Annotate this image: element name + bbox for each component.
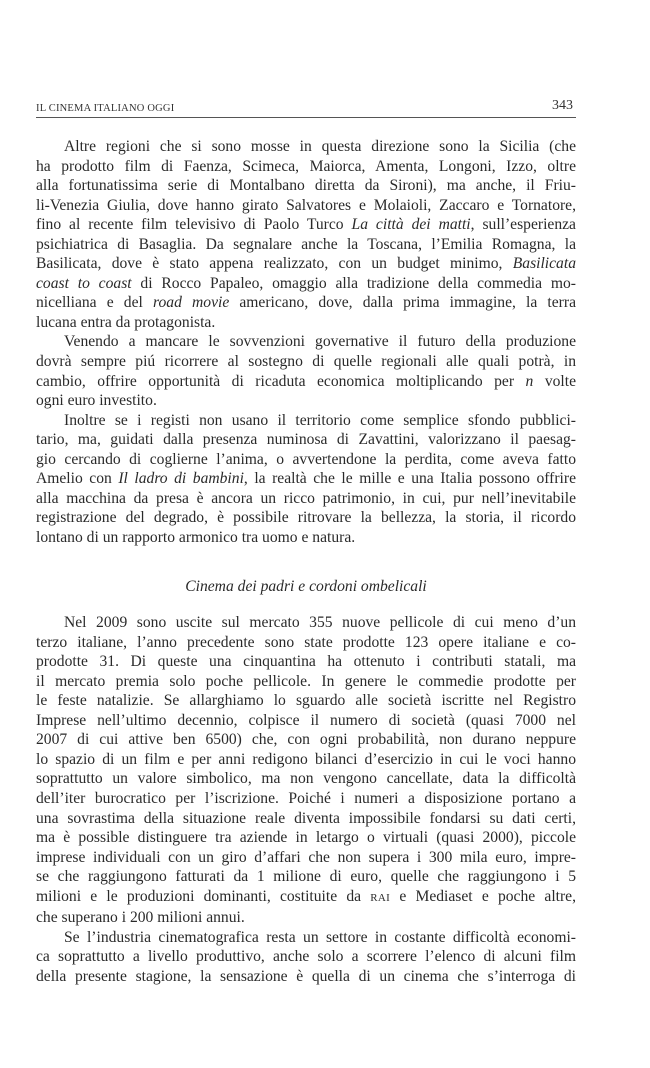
- text-line: una sovrastima della situazione reale diventa impossibile fondarsi su dati certi,: [36, 809, 576, 827]
- body-text: [36, 137, 576, 986]
- section-heading: Cinema dei padri e cordoni ombelicali: [185, 578, 427, 596]
- paragraph: [36, 928, 576, 987]
- text-line: lo spazio di un film e per anni redigono bilanci d’esercizio in cui le voci hanno: [36, 750, 576, 768]
- text-line: dell’iter burocratico per l’iscrizione. Poiché i numeri a disposizione portano a: [36, 789, 576, 807]
- running-head: [36, 98, 576, 118]
- text-line: dovrà sempre piú ricorrere al sostegno di quelle regionali alle quali potrà, in: [36, 353, 576, 371]
- text-line: ma è possible distinguere tra aziende in letargo o virtuali (quasi 2000), piccole: [36, 829, 576, 847]
- text-line: tario, ma, guidati dalla presenza numinosa di Zavattini, valorizzano il paesag-: [36, 431, 576, 449]
- text-line: fino al recente film televisivo di Paolo Turco La città dei matti, sull’esperienza: [36, 216, 576, 234]
- book-page: [36, 98, 576, 986]
- text-line: il mercato premia solo poche pellicole. In genere le commedie prodotte per: [36, 672, 576, 690]
- text-line: 2007 di cui attive ben 6500) che, con ogni probabilità, non durano neppure: [36, 731, 576, 749]
- section-regional-funding: [36, 137, 576, 547]
- text-line: milioni e le produzioni dominanti, costituite da RAI e Mediaset e poche altre,: [36, 887, 576, 905]
- italic-title: Il ladro di bambini: [118, 470, 244, 488]
- text-line: Amelio con Il ladro di bambini, la realtà che le mille e una Italia possono offrire: [36, 470, 576, 488]
- paragraph: [36, 332, 576, 410]
- italic-title: n: [525, 372, 534, 390]
- text-line: registrazione del degrado, è possibile ritrovare la bellezza, la storia, il ricordo: [36, 509, 576, 527]
- text-line: li-Venezia Giulia, dove hanno girato Salvatores e Molaioli, Zaccaro e Tornatore,: [36, 196, 576, 214]
- text-line: terzo italiane, l’anno precedente sono state prodotte 123 opere italiane e co-: [36, 633, 576, 651]
- italic-title: coast to coast: [36, 274, 132, 292]
- text-line: imprese individuali con un giro d’affari che non supera i 300 mila euro, impre-: [36, 848, 576, 866]
- text-line: Nel 2009 sono uscite sul mercato 355 nuove pellicole di cui meno d’un: [64, 614, 576, 632]
- italic-title: road movie: [153, 294, 230, 312]
- text-line: ca soprattutto a livello produttivo, anche solo a scorrere l’elenco di alcuni film: [36, 948, 576, 966]
- text-line: cambio, offrire opportunità di ricaduta economica moltiplicando per n volte: [36, 372, 576, 390]
- text-line: se che raggiungono fatturati da 1 milione di euro, quelle che raggiungono i 5: [36, 868, 576, 886]
- page-number: 343: [552, 98, 573, 113]
- text-line: che superano i 200 milioni annui.: [36, 909, 245, 927]
- text-line: Imprese nell’ultimo decennio, colpisce il numero di società (quasi 7000 nel: [36, 711, 576, 729]
- text-line: Altre regioni che si sono mosse in questa direzione sono la Sicilia (che: [64, 138, 576, 155]
- paragraph: [36, 613, 576, 928]
- text-line: alla fortunatissima serie di Montalbano diretta da Sironi), ma anche, il Friu-: [36, 177, 576, 195]
- text-line: lontano di un rapporto armonico tra uomo e natura.: [36, 528, 356, 546]
- text-line: della presente stagione, la sensazione è quella di un cinema che s’interroga di: [36, 967, 576, 985]
- text-line: gio cercando di coglierne l’anima, o avvertendone la perdita, come aveva fatto: [36, 450, 576, 468]
- text-line: coast to coast di Rocco Papaleo, omaggio alla tradizione della commedia mo-: [36, 274, 577, 292]
- paragraph: [36, 137, 576, 332]
- italic-title: Basilicata: [512, 255, 576, 273]
- text-line: ogni euro investito.: [36, 392, 157, 410]
- text-line: nicelliana e del road movie americano, dove, dalla prima immagine, la terra: [36, 294, 576, 312]
- text-line: alla macchina da presa è ancora un ricco patrimonio, in cui, pur nell’inevitabile: [36, 489, 576, 507]
- small-caps: RAI: [370, 891, 391, 904]
- text-line: ha prodotto film di Faenza, Scimeca, Maiorca, Amenta, Longoni, Izzo, oltre: [36, 157, 576, 175]
- running-title: IL CINEMA ITALIANO OGGI: [36, 103, 175, 114]
- text-line: Venendo a mancare le sovvenzioni governative il futuro della produzione: [64, 333, 576, 351]
- text-line: soprattutto un valore simbolico, ma non vengono cancellate, data la difficoltà: [36, 770, 576, 788]
- text-line: le feste natalizie. Se allarghiamo lo sguardo alle società iscritte nel Registro: [36, 692, 576, 710]
- text-line: lucana entra da protagonista.: [36, 313, 216, 331]
- italic-title: La città dei matti: [351, 216, 471, 234]
- text-line: psichiatrica di Basaglia. Da segnalare anche la Toscana, l’Emilia Romagna, la: [36, 235, 576, 253]
- text-line: prodotte 31. Di queste una cinquantina ha ottenuto i contributi statali, ma: [36, 653, 576, 671]
- text-line: Inoltre se i registi non usano il territorio come semplice sfondo pubblici-: [64, 411, 576, 429]
- section-cinema-dei-padri: [36, 613, 576, 986]
- text-line: Se l’industria cinematografica resta un settore in costante difficoltà economi-: [64, 928, 576, 946]
- text-line: Basilicata, dove è stato appena realizzato, con un budget minimo, Basilicata: [36, 255, 576, 273]
- paragraph: [36, 411, 576, 548]
